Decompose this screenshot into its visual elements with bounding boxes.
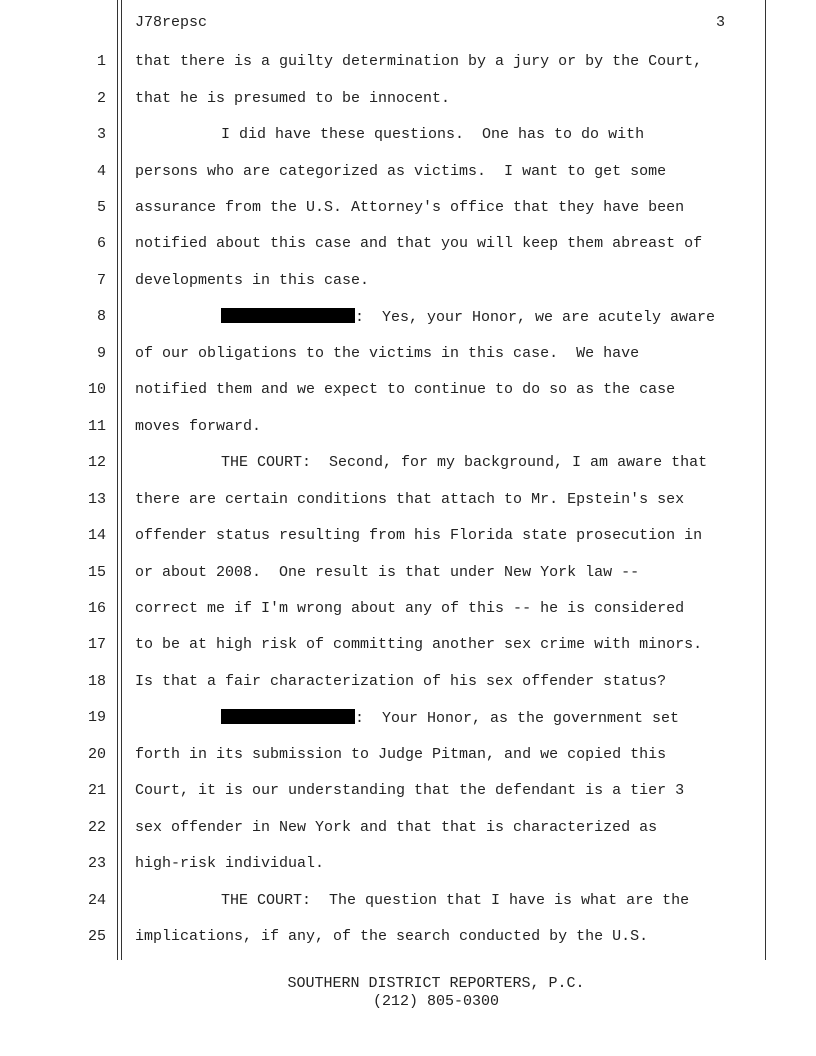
line-text: notified about this case and that you will keep them abreast of — [135, 235, 703, 252]
transcript-line — [0, 600, 816, 620]
transcript-line — [0, 928, 816, 948]
line-number: 3 — [96, 126, 106, 143]
line-number: 12 — [87, 454, 106, 471]
transcript-line — [0, 491, 816, 511]
line-number: 20 — [87, 746, 106, 763]
transcript-line — [0, 527, 816, 547]
page-number: 3 — [716, 14, 726, 31]
line-text: forth in its submission to Judge Pitman, and we copied this — [135, 746, 667, 763]
transcript-line — [0, 163, 816, 183]
line-text: persons who are categorized as victims. I want to get some — [135, 163, 667, 180]
transcript-line — [0, 673, 816, 693]
line-number: 22 — [87, 819, 106, 836]
line-number: 1 — [96, 53, 106, 70]
line-number: 18 — [87, 673, 106, 690]
transcript-line — [0, 782, 816, 802]
transcript-line — [0, 454, 816, 474]
line-text: THE COURT: Second, for my background, I am aware that — [221, 454, 708, 471]
transcript-line — [0, 90, 816, 110]
line-number: 10 — [87, 381, 106, 398]
line-number: 8 — [96, 308, 106, 325]
line-text: moves forward. — [135, 418, 262, 435]
transcript-line — [0, 636, 816, 656]
line-number: 5 — [96, 199, 106, 216]
line-text: Court, it is our understanding that the defendant is a tier 3 — [135, 782, 685, 799]
line-text: assurance from the U.S. Attorney's office that they have been — [135, 199, 685, 216]
line-text: : Your Honor, as the government set — [355, 710, 680, 727]
transcript-line — [0, 272, 816, 292]
line-text: that he is presumed to be innocent. — [135, 90, 451, 107]
transcript-line — [0, 892, 816, 912]
line-text: notified them and we expect to continue to do so as the case — [135, 381, 676, 398]
line-number: 2 — [96, 90, 106, 107]
speaker-line — [135, 308, 715, 326]
line-number: 16 — [87, 600, 106, 617]
document-id: J78repsc — [135, 14, 208, 31]
transcript-line — [0, 199, 816, 219]
line-text: : Yes, your Honor, we are acutely aware — [355, 309, 716, 326]
line-number: 25 — [87, 928, 106, 945]
transcript-line — [0, 855, 816, 875]
line-text: sex offender in New York and that that is characterized as — [135, 819, 658, 836]
transcript-line — [0, 235, 816, 255]
line-text: correct me if I'm wrong about any of this -- he is considered — [135, 600, 685, 617]
line-number: 4 — [96, 163, 106, 180]
redaction-bar — [221, 308, 355, 323]
transcript-line — [0, 381, 816, 401]
transcript-line — [0, 126, 816, 146]
line-number: 21 — [87, 782, 106, 799]
line-text: that there is a guilty determination by a jury or by the Court, — [135, 53, 703, 70]
line-text: THE COURT: The question that I have is what are the — [221, 892, 690, 909]
line-number: 15 — [87, 564, 106, 581]
transcript-line — [0, 709, 816, 729]
line-text: offender status resulting from his Florida state prosecution in — [135, 527, 703, 544]
transcript-line — [0, 746, 816, 766]
transcript-line — [0, 53, 816, 73]
line-text: implications, if any, of the search conducted by the U.S. — [135, 928, 649, 945]
line-text: developments in this case. — [135, 272, 370, 289]
line-text: to be at high risk of committing another sex crime with minors. — [135, 636, 703, 653]
transcript-line — [0, 564, 816, 584]
transcript-line — [0, 418, 816, 438]
line-number: 23 — [87, 855, 106, 872]
line-text: of our obligations to the victims in this case. We have — [135, 345, 640, 362]
line-text: high-risk individual. — [135, 855, 325, 872]
line-number: 19 — [87, 709, 106, 726]
speaker-line — [135, 709, 679, 727]
line-number: 14 — [87, 527, 106, 544]
footer-reporter-name: SOUTHERN DISTRICT REPORTERS, P.C. — [287, 975, 585, 992]
line-text: or about 2008. One result is that under New York law -- — [135, 564, 640, 581]
line-number: 11 — [87, 418, 106, 435]
line-number: 9 — [96, 345, 106, 362]
line-text: Is that a fair characterization of his sex offender status? — [135, 673, 667, 690]
footer-phone: (212) 805-0300 — [372, 993, 500, 1010]
redaction-bar — [221, 709, 355, 724]
transcript-line — [0, 308, 816, 328]
line-number: 6 — [96, 235, 106, 252]
line-number: 17 — [87, 636, 106, 653]
line-text: I did have these questions. One has to do with — [221, 126, 645, 143]
line-text: there are certain conditions that attach to Mr. Epstein's sex — [135, 491, 685, 508]
line-number: 13 — [87, 491, 106, 508]
line-number: 24 — [87, 892, 106, 909]
line-number: 7 — [96, 272, 106, 289]
transcript-line — [0, 819, 816, 839]
transcript-line — [0, 345, 816, 365]
